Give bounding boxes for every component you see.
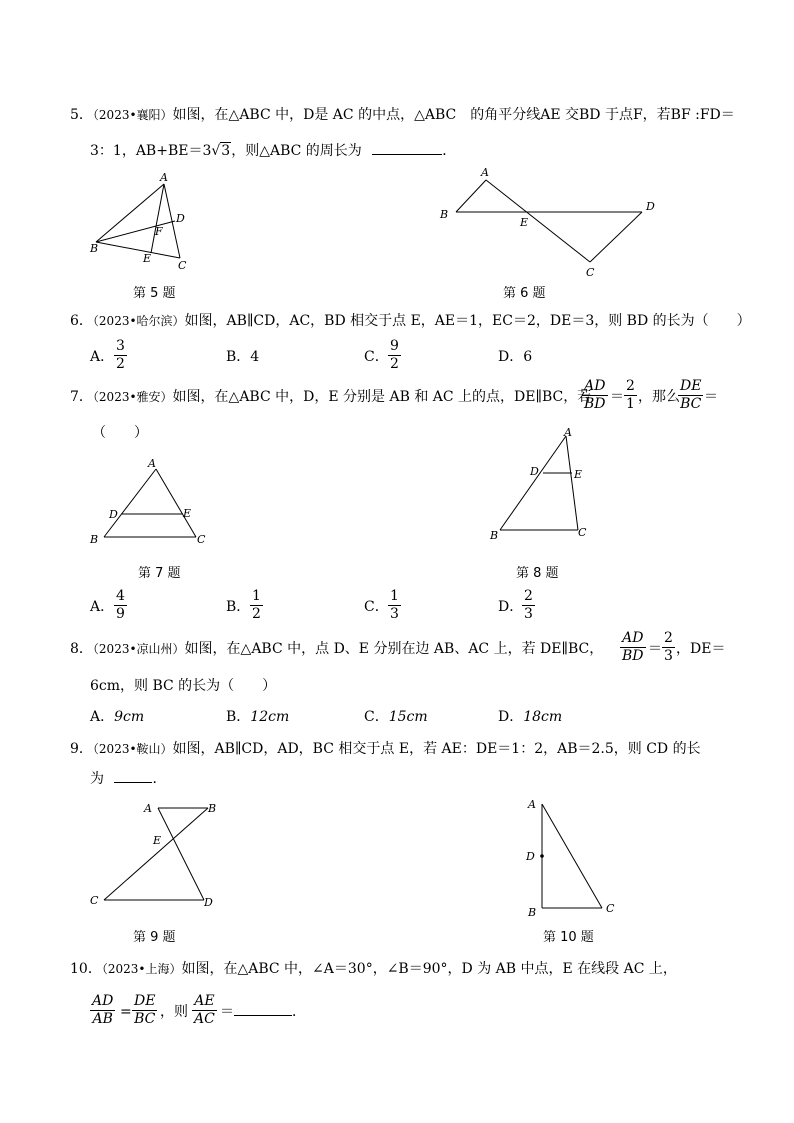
q5-label-d: D	[176, 212, 185, 225]
q8-equals: ＝	[648, 641, 662, 657]
q10-equals-1: =	[120, 1004, 132, 1020]
q5-period: ．	[442, 143, 457, 159]
q7-label-d: D	[109, 508, 118, 521]
numerator: 1	[390, 588, 399, 604]
q9-answer-blank[interactable]	[114, 782, 152, 783]
option-letter: C．	[364, 709, 389, 725]
q10-number: 10．	[70, 961, 102, 977]
q6-label-d: D	[646, 200, 655, 213]
q6-option-a-fraction	[114, 338, 127, 373]
denominator: BD	[622, 648, 644, 664]
denominator: 2	[116, 356, 125, 372]
numerator: 1	[252, 588, 261, 604]
denominator: BC	[680, 396, 702, 412]
q8-fraction-2-3	[662, 630, 675, 665]
q10-line1	[70, 960, 677, 978]
q9-caption: 第 9 题	[133, 930, 176, 945]
option-value: 12cm	[250, 709, 290, 725]
q6-label-e: E	[520, 216, 529, 229]
q6-option-a[interactable]	[90, 348, 114, 366]
numerator: DE	[680, 378, 702, 394]
q5-label-f: F	[155, 225, 163, 238]
q8-option-d[interactable]	[498, 708, 562, 726]
option-value: 6	[523, 349, 533, 365]
q10-caption: 第 10 题	[543, 930, 594, 945]
numerator: 2	[626, 378, 635, 394]
q8-label-e: E	[574, 468, 583, 481]
denominator: 3	[390, 606, 399, 622]
q8-fraction-ad-bd	[620, 630, 646, 665]
option-letter: C．	[364, 599, 389, 615]
option-letter: A．	[90, 599, 115, 615]
q7-text-2: ，那么	[638, 389, 680, 405]
q5-label-c: C	[178, 259, 187, 272]
q5-source: （2023•襄阳）	[92, 108, 173, 122]
q6-text: 如图，AB∥CD，AC，BD 相交于点 E，AE＝1，EC＝2，DE＝3，则 BD 的长为（ ）	[184, 313, 751, 329]
q9-line1	[70, 740, 701, 758]
q8-text-1: 如图，在△ABC 中，点 D、E 分别在边 AB、AC 上，若 DE∥BC，	[184, 641, 604, 657]
q7-option-a-fraction	[114, 588, 127, 623]
denominator: BC	[134, 1011, 156, 1027]
denominator: 9	[116, 606, 125, 622]
q7-option-b[interactable]	[226, 598, 250, 616]
q9-line2	[90, 770, 166, 788]
option-letter: B．	[226, 599, 251, 615]
option-value: 18cm	[523, 709, 563, 725]
q7-option-d-fraction	[522, 588, 535, 623]
option-letter: B．	[226, 349, 251, 365]
q8-option-a[interactable]	[90, 708, 144, 726]
numerator: DE	[134, 993, 156, 1009]
denominator: BD	[584, 396, 606, 412]
denominator: 3	[524, 606, 533, 622]
q8-label-b: B	[490, 529, 499, 542]
q10-fraction-de-bc	[132, 993, 157, 1028]
denominator: 3	[664, 648, 673, 664]
q8-text-2: ，DE＝	[676, 641, 726, 657]
q8-line2	[90, 677, 276, 695]
q7-label-e: E	[183, 507, 192, 520]
q5-label-a: A	[160, 171, 168, 184]
q8-caption: 第 8 题	[516, 566, 559, 581]
q10-text-2: ，则	[160, 1004, 188, 1020]
denominator: 1	[626, 396, 635, 412]
q8-label-a: A	[564, 426, 572, 439]
q7-caption: 第 7 题	[138, 566, 181, 581]
q8-label-c: C	[578, 526, 587, 539]
option-value: 15cm	[388, 709, 428, 725]
option-value: 4	[250, 349, 260, 365]
q10-label-d: D	[526, 850, 535, 863]
numerator: AD	[584, 378, 606, 394]
q6-option-c-fraction	[388, 338, 401, 373]
q8-line1-start	[70, 640, 603, 658]
q7-option-c[interactable]	[364, 598, 389, 616]
q5-label-b: B	[90, 242, 99, 255]
sqrt-symbol: √3	[211, 143, 231, 159]
q7-option-d[interactable]	[498, 598, 523, 616]
option-letter: A．	[90, 709, 115, 725]
denominator: 2	[390, 356, 399, 372]
q10-source: （2023•上海）	[101, 962, 182, 976]
q5-caption: 第 5 题	[133, 286, 176, 301]
numerator: 4	[116, 588, 125, 604]
q9-label-e: E	[153, 834, 162, 847]
option-letter: A．	[90, 349, 115, 365]
q8-option-b[interactable]	[226, 708, 289, 726]
denominator: 2	[252, 606, 261, 622]
q9-text-2: 为	[90, 771, 104, 787]
q10-fraction-ad-ab	[90, 993, 115, 1028]
q5-sqrt-value: 3	[221, 143, 231, 159]
q8-label-d: D	[530, 465, 539, 478]
option-letter: D．	[498, 599, 524, 615]
q6-source: （2023•哈尔滨）	[92, 314, 185, 328]
q8-option-c[interactable]	[364, 708, 428, 726]
numerator: AD	[622, 630, 644, 646]
q9-label-c: C	[90, 894, 99, 907]
q7-fraction-2-1	[624, 378, 637, 413]
q7-label-b: B	[90, 533, 99, 546]
option-letter: B．	[226, 709, 251, 725]
q5-line2	[90, 142, 456, 160]
q7-equals-2: ＝	[704, 389, 718, 405]
denominator: AB	[92, 1011, 113, 1027]
q7-source: （2023•雅安）	[92, 390, 173, 404]
q8-text-3: 6cm，则 BC 的长为（ ）	[90, 678, 277, 694]
numerator: 2	[664, 630, 673, 646]
q10-equals-2: ＝	[220, 1004, 234, 1020]
q6-option-b[interactable]	[226, 348, 259, 366]
q9-figure	[86, 796, 226, 914]
numerator: 2	[524, 588, 533, 604]
q5-text-2b: ，则△ABC 的周长为	[231, 143, 362, 159]
q10-fraction-ae-ac	[192, 993, 217, 1028]
denominator: AC	[194, 1011, 215, 1027]
q8-source: （2023•凉山州）	[92, 642, 185, 656]
q10-period: ．	[292, 1004, 306, 1020]
q5-line1	[70, 106, 735, 124]
q6-number: 6．	[70, 313, 93, 329]
q6-label-c: C	[586, 266, 595, 279]
q6-option-c[interactable]	[364, 348, 389, 366]
q8-figure	[486, 422, 596, 547]
q5-number: 5．	[70, 107, 93, 123]
q5-label-e: E	[143, 252, 152, 265]
q7-label-a: A	[148, 457, 156, 470]
q9-text-1: 如图，AB∥CD，AD，BC 相交于点 E，若 AE：DE＝1：2，AB＝2.5，则 CD 的长	[172, 741, 701, 757]
q7-line1-start	[70, 388, 591, 406]
numerator: 9	[390, 338, 399, 354]
q7-fraction-ad-bd	[582, 378, 608, 413]
numerator: 3	[116, 338, 125, 354]
q6-option-d[interactable]	[498, 348, 532, 366]
numerator: AD	[92, 993, 114, 1009]
option-letter: D．	[498, 349, 524, 365]
q8-number: 8．	[70, 641, 93, 657]
q10-answer-line	[220, 1003, 306, 1021]
q10-answer-blank[interactable]	[234, 1015, 292, 1016]
q7-option-c-fraction	[388, 588, 401, 623]
q5-text-2a: 3：1，AB+BE＝3	[90, 143, 212, 159]
q6-line1	[70, 312, 751, 330]
q9-number: 9．	[70, 741, 93, 757]
q9-period: ．	[152, 771, 167, 787]
q10-label-b: B	[528, 906, 537, 919]
q5-answer-blank[interactable]	[372, 154, 442, 155]
option-letter: D．	[498, 709, 524, 725]
q7-equals-1: ＝	[610, 389, 624, 405]
q7-option-b-fraction	[250, 588, 263, 623]
q9-label-a: A	[144, 802, 152, 815]
q6-label-a: A	[481, 166, 489, 179]
q10-text-1: 如图，在△ABC 中，∠A＝30°，∠B＝90°，D 为 AB 中点，E 在线段 AC 上，	[181, 961, 677, 977]
q7-answer-paren[interactable]: （ ）	[92, 425, 148, 441]
q7-figure	[86, 455, 216, 550]
q6-figure	[434, 160, 664, 280]
q9-source: （2023•鞍山）	[92, 742, 173, 756]
q9-label-b: B	[208, 802, 217, 815]
q7-number: 7．	[70, 389, 93, 405]
q10-figure	[520, 794, 620, 919]
q9-label-d: D	[204, 896, 213, 909]
q10-label-c: C	[606, 902, 615, 915]
q10-label-a: A	[528, 798, 536, 811]
q6-caption: 第 6 题	[503, 286, 546, 301]
numerator: AE	[194, 993, 215, 1009]
q6-label-b: B	[440, 208, 449, 221]
q7-fraction-de-bc	[678, 378, 703, 413]
q5-figure	[86, 170, 206, 275]
q7-label-c: C	[197, 533, 206, 546]
option-value: 9cm	[114, 709, 145, 725]
q7-text-1: 如图，在△ABC 中，D，E 分别是 AB 和 AC 上的点，DE∥BC，若	[172, 389, 592, 405]
option-letter: C．	[364, 349, 389, 365]
q7-option-a[interactable]	[90, 598, 114, 616]
q5-text-1: 如图，在△ABC 中，D是 AC 的中点，△ABC 的角平分线AE 交BD 于点F，若BF :FD＝	[172, 107, 735, 123]
